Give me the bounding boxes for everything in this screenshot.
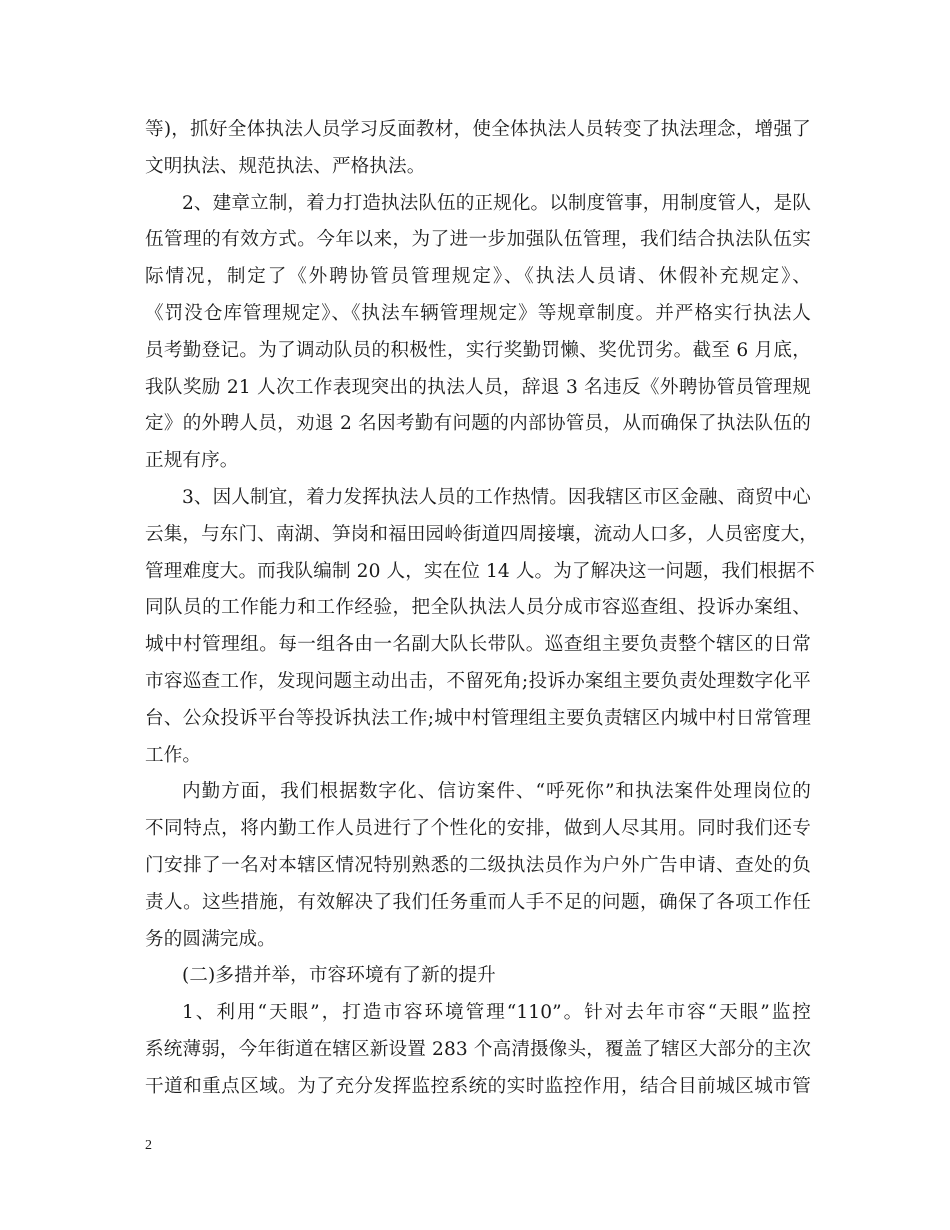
text-line: 等)，抓好全体执法人员学习反面教材，使全体执法人员转变了执法理念，增强了 xyxy=(145,119,811,140)
text-line: 3、因人制宜，着力发挥执法人员的工作热情。因我辖区市区金融、商贸中心 xyxy=(182,486,811,508)
section-heading: (二)多措并举，市容环境有了新的提升 xyxy=(182,965,496,987)
text-line: 云集，与东门、南湖、笋岗和福田园岭街道四周接壤，流动人口多，人员密度大， xyxy=(145,523,818,545)
text-line: 责人。这些措施，有效解决了我们任务重而人手不足的问题，确保了各项工作任 xyxy=(145,891,811,913)
text-line: 我队奖励 21 人次工作表现突出的执法人员，辞退 3 名违反《外聘协管员管理规 xyxy=(145,376,811,398)
text-line: 管理难度大。而我队编制 20 人，实在位 14 人。为了解决这一问题，我们根据不 xyxy=(145,560,815,582)
text-line: 伍管理的有效方式。今年以来，为了进一步加强队伍管理，我们结合执法队伍实 xyxy=(145,229,811,251)
text-line: 2、建章立制，着力打造执法队伍的正规化。以制度管事，用制度管人，是队 xyxy=(182,192,811,214)
text-line: 系统薄弱，今年街道在辖区新设置 283 个高清摄像头，覆盖了辖区大部分的主次 xyxy=(145,1038,811,1060)
text-line: 同队员的工作能力和工作经验，把全队执法人员分成市容巡查组、投诉办案组、 xyxy=(145,597,811,619)
text-line: 文明执法、规范执法、严格执法。 xyxy=(145,155,426,177)
text-line: 工作。 xyxy=(145,744,202,766)
text-line: 内勤方面，我们根据数字化、信访案件、“呼死你”和执法案件处理岗位的 xyxy=(182,781,811,803)
text-line: 城中村管理组。每一组各由一名副大队长带队。巡查组主要负责整个辖区的日常 xyxy=(145,634,811,656)
text-line: 1、利用“天眼”，打造市容环境管理“110”。针对去年市容“天眼”监控 xyxy=(182,1002,811,1024)
text-line: 台、公众投诉平台等投诉执法工作;城中村管理组主要负责辖区内城中村日常管理 xyxy=(145,707,811,729)
text-line: 《罚没仓库管理规定》、《执法车辆管理规定》等规章制度。并严格实行执法人 xyxy=(145,302,811,324)
text-line: 正规有序。 xyxy=(145,450,239,472)
body-text xyxy=(145,112,818,1106)
text-line: 干道和重点区域。为了充分发挥监控系统的实时监控作用，结合目前城区城市管 xyxy=(145,1075,811,1097)
text-line: 际情况，制定了《外聘协管员管理规定》、《执法人员请、休假补充规定》、 xyxy=(145,266,811,288)
text-line: 定》的外聘人员，劝退 2 名因考勤有问题的内部协管员，从而确保了执法队伍的 xyxy=(145,413,811,435)
text-line: 员考勤登记。为了调动队员的积极性，实行奖勤罚懒、奖优罚劣。截至 6 月底， xyxy=(145,339,811,361)
text-line: 市容巡查工作，发现问题主动出击，不留死角;投诉办案组主要负责处理数字化平 xyxy=(145,670,811,692)
page-number: 2 xyxy=(145,1138,152,1153)
text-line: 门安排了一名对本辖区情况特别熟悉的二级执法员作为户外广告申请、查处的负 xyxy=(145,854,811,876)
text-line: 不同特点，将内勤工作人员进行了个性化的安排，做到人尽其用。同时我们还专 xyxy=(145,818,811,840)
text-line: 务的圆满完成。 xyxy=(145,928,276,950)
